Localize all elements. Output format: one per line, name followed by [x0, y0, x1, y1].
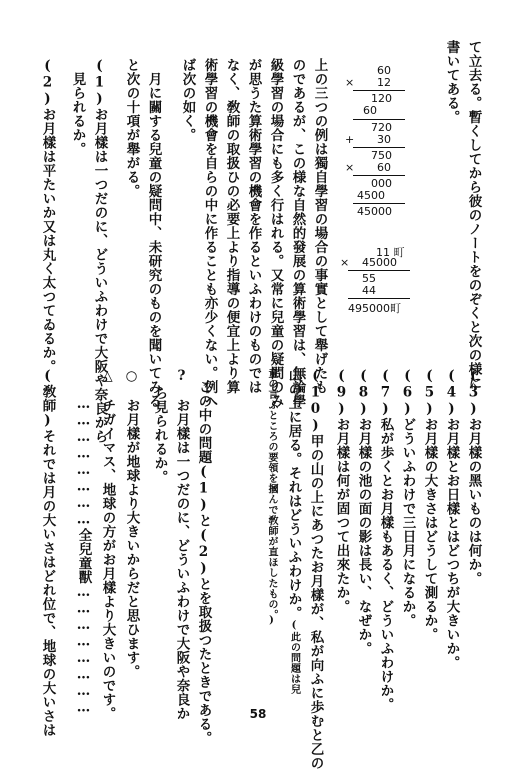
calc-operator: +	[345, 133, 355, 146]
text-column: 見られるか。	[69, 72, 86, 156]
text-column: (6)どういふわけで三日月になるか。	[399, 368, 416, 628]
text-column: (8)お月樣の池の面の影は長い、なぜか。	[355, 368, 372, 656]
text-column: (1)お月樣は一つだのに、どういふわけで大阪や奈良から	[91, 58, 108, 444]
text-column: (敎師)それでは月の大いさはどれ位で、地球の大いさは	[39, 368, 56, 737]
text-column: この中の問題(1)と(2)とを取扱つたときである。	[195, 380, 212, 745]
calc-operator: ×	[345, 161, 355, 174]
text-column: ……………………全兒童獸……………………	[75, 368, 92, 716]
text-column: (10)甲の山の上にあつたお月樣が、私が向ふに歩むと乙の	[307, 368, 324, 770]
editor-note: 童の言ふところの要領を摑んで敎師が直ほしたもの。)	[266, 368, 277, 627]
text-column: のであるが、この様な自然的發展の算術學習は、無論學	[289, 58, 306, 408]
calc-value: 30	[377, 133, 391, 146]
calc-value: 720	[371, 121, 392, 134]
text-column: 上の三つの例は獨自學習の場合の事實として舉げたも	[311, 58, 328, 394]
multiplication-calculation	[340, 244, 430, 324]
calc-value: 120	[371, 92, 392, 105]
text-column	[286, 368, 300, 695]
text-column: 級學習の場合にも多く行はれる。又常に兒童の疑問のみ	[267, 58, 284, 408]
calc-value: 60	[377, 161, 391, 174]
text-column: なく、敎師の取扱ひの必要上より指導の便宜上より算	[223, 58, 240, 394]
calc-rule	[353, 203, 405, 204]
calc-operator: ×	[340, 256, 350, 269]
text-column: が思うた算術學習の機會を作るといふわけのものでは	[245, 58, 262, 394]
text-column: 術學習の機會を自らの中に作ることも亦少くない。例へ	[201, 58, 218, 408]
calc-value: 495000町	[348, 302, 401, 315]
calc-value: 750	[371, 149, 392, 162]
text-column: 書いてある。	[443, 40, 460, 124]
calc-rule	[348, 270, 410, 271]
text-column: (9)お月樣は何が固つて出來たか。	[333, 368, 350, 614]
text-column: (2)お月樣は平たいか又は丸く太つてゐるか。	[39, 58, 56, 374]
calc-value: 45000	[357, 205, 392, 218]
calc-operator: ×	[345, 76, 355, 89]
calc-rule	[353, 119, 405, 120]
text-column: ? お月樣は一つだのに、どういふわけで大阪や奈良か	[173, 368, 190, 721]
calc-rule	[353, 147, 405, 148]
text-column: (5)お月樣の大きさはどうして測るか。	[421, 368, 438, 642]
calc-rule	[353, 175, 405, 176]
text-column: (3)お月樣の黑いものは何か。	[465, 368, 482, 586]
calc-value: 11 町	[376, 246, 405, 259]
text-column: ば次の如く。	[179, 58, 196, 142]
calc-value: 000	[371, 177, 392, 190]
calc-rule	[348, 298, 410, 299]
page-number: 58	[249, 707, 267, 721]
text-column: と次の十項が舉がる。	[123, 58, 140, 198]
editor-note: (此の問題は兒	[288, 620, 300, 695]
calc-value: 45000	[362, 256, 397, 269]
calc-value: 4500	[357, 189, 385, 202]
text-column: (4)お月樣とお日樣とはどつちが大きいか。	[443, 368, 460, 670]
text-column: て立去る。暫くしてから彼のノートをのぞくと次の様に	[465, 40, 482, 390]
text-column: 月に關する兒童の疑問中、未研究のものを聞いてみる	[145, 72, 162, 408]
calc-value: 60	[363, 104, 377, 117]
calc-value: 55	[362, 272, 376, 285]
calc-value: 60	[377, 64, 391, 77]
column-text: 山の上に居る。それはどういふわけか。	[285, 368, 302, 620]
calc-value: 44	[362, 284, 376, 297]
text-column: ら見られるか。	[151, 386, 168, 484]
text-column: (7)私が歩くとお月樣もあるく、どういふわけか。	[377, 368, 394, 712]
text-column: ○ お月樣が地球より大きいからだと思ひます。	[123, 368, 140, 679]
text-column: △ チガイマス、地球の方がお月樣より大きいのです。	[99, 368, 116, 721]
multiplication-calculation	[345, 64, 425, 224]
calc-rule	[353, 90, 405, 91]
calc-value: 12	[377, 76, 391, 89]
